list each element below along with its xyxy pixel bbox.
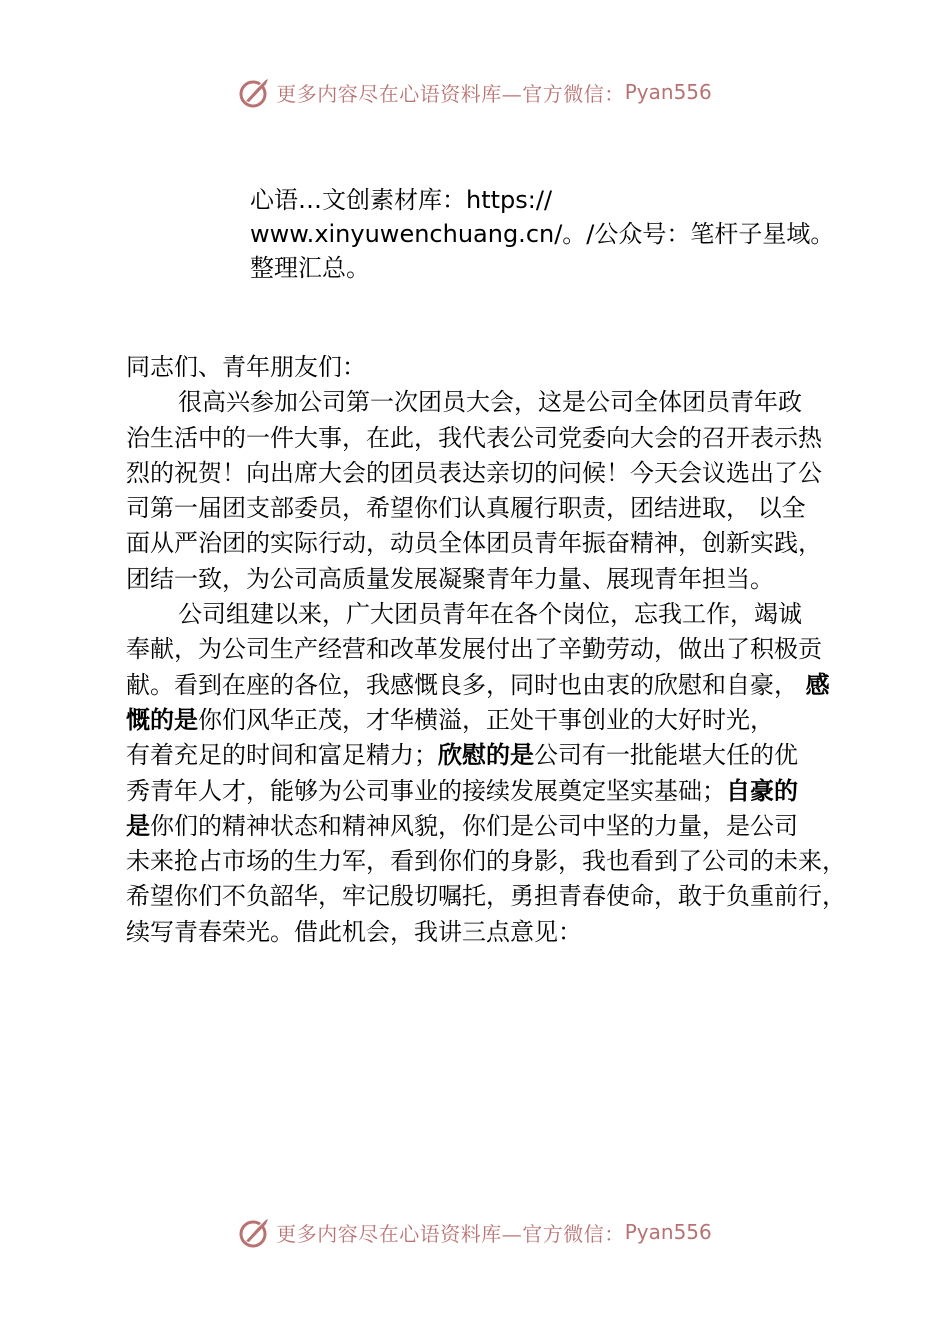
- bold-run: 感: [805, 670, 830, 699]
- banner-text: 更多内容尽在心语资料库—官方微信：: [276, 1221, 625, 1246]
- quill-pen-circle-icon: [238, 75, 272, 109]
- bold-run: 欣慰的是: [438, 741, 534, 770]
- paragraph-line: 烈的祝贺！向出席大会的团员表达亲切的问候！今天会议选出了公: [126, 458, 822, 487]
- banner-wechat-id: Pyan556: [624, 80, 712, 104]
- paragraph-line: 续写青春荣光。借此机会，我讲三点意见：: [126, 917, 582, 946]
- bold-run: 自豪的: [726, 776, 798, 805]
- paragraph-line: 公司组建以来，广大团员青年在各个岗位，忘我工作，竭诚: [178, 600, 802, 629]
- paragraph-line: [126, 809, 866, 844]
- text-run: 你们的精神状态和精神风貌，你们是公司中坚的力量，是公司: [150, 811, 798, 840]
- speech-body: [126, 350, 866, 950]
- source-notice: [250, 183, 870, 285]
- paragraph-line: 司第一届团支部委员，希望你们认真履行职责，团结进取， 以全: [126, 494, 806, 523]
- text-run: 你们风华正茂，才华横溢，正处干事创业的大好时光，: [198, 705, 774, 734]
- paragraph-line: 团结一致，为公司高质量发展凝聚青年力量、展现青年担当。: [126, 564, 774, 593]
- paragraph-line: [126, 668, 866, 703]
- banner-wechat-id: Pyan556: [624, 1220, 712, 1244]
- text-run: 有着充足的时间和富足精力；: [126, 741, 438, 770]
- paragraph-line: 面从严治团的实际行动，动员全体团员青年振奋精神，创新实践，: [126, 529, 822, 558]
- header-banner: [0, 72, 950, 112]
- salutation: 同志们、青年朋友们：: [126, 353, 366, 381]
- source-line: 心语…文创素材库：https://: [250, 186, 553, 214]
- source-line: 整理汇总。: [250, 254, 370, 282]
- paragraph-line: 希望你们不负韶华，牢记殷切嘱托，勇担青春使命，敢于负重前行，: [126, 882, 846, 911]
- bold-run: 慨的是: [126, 705, 198, 734]
- text-run: 秀青年人才，能够为公司事业的接续发展奠定坚实基础；: [126, 776, 726, 805]
- text-run: 献。看到在座的各位，我感慨良多，同时也由衷的欣慰和自豪，: [126, 670, 798, 699]
- quill-pen-circle-icon: [238, 1215, 272, 1249]
- footer-banner: [0, 1212, 950, 1252]
- banner-text: 更多内容尽在心语资料库—官方微信：: [276, 81, 625, 106]
- paragraph-line: 很高兴参加公司第一次团员大会，这是公司全体团员青年政: [178, 388, 802, 417]
- paragraph-line: [126, 738, 866, 773]
- text-run: 公司有一批能堪大任的优: [534, 741, 798, 770]
- paragraph-line: 未来抢占市场的生力军，看到你们的身影，我也看到了公司的未来，: [126, 847, 846, 876]
- paragraph-line: [126, 774, 866, 809]
- paragraph-line: 治生活中的一件大事，在此，我代表公司党委向大会的召开表示热: [126, 423, 822, 452]
- bold-run: 是: [126, 811, 150, 840]
- paragraph-line: 奉献，为公司生产经营和改革发展付出了辛勤劳动，做出了积极贡: [126, 635, 822, 664]
- paragraph-line: [126, 703, 866, 738]
- source-line: www.xinyuwenchuang.cn/。/公众号：笔杆子星域。: [250, 220, 835, 248]
